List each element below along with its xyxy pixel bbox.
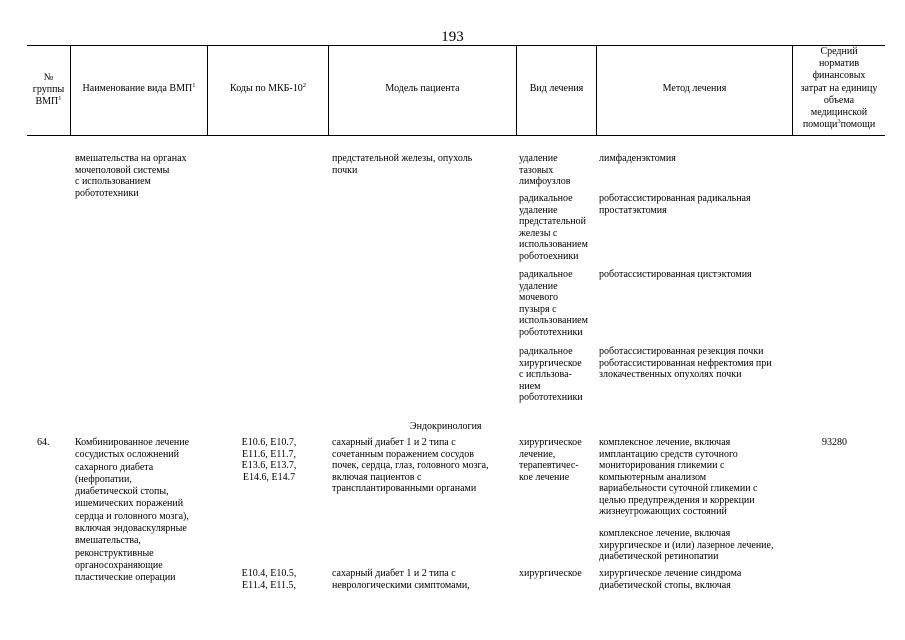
treatment-type-cell: радикальное удаление предстательной железы с использованием роботоехники xyxy=(519,193,588,262)
header-patient-model: Модель пациента xyxy=(385,83,460,94)
treatment-method: хирургическое лечение синдрома диабетической стопы, включая xyxy=(599,568,742,591)
icd-codes: E10.6, E10.7, E11.6, E11.7, E13.6, E13.7, E14.6, E14.7 xyxy=(241,437,297,483)
header-vmp-name: Наименование вида ВМП$^1$ xyxy=(82,82,196,94)
header-treatment-type: Вид лечения xyxy=(529,83,584,94)
treatment-type: хирургическое xyxy=(519,568,582,579)
header-average-cost: Средний норматив финансовых затрат на единицу объема медицинской помощи$^3$помощи xyxy=(800,46,878,131)
treatment-type: хирургическое лечение, терапевтичес- кое лечение xyxy=(519,437,582,483)
treatment-method-cell: лимфаденэктомия xyxy=(599,153,676,164)
treatment-method: комплексное лечение, включая хирургическое и (или) лазерное лечение, диабетической ретинопатии xyxy=(599,528,774,562)
treatment-method: комплексное лечение, включая имплантацию средств суточного мониторирования гликемии с компьютерным анализом вариабельности суточной гликемии с целью предупреждения и коррекции жизнеугрожающих состояний xyxy=(599,437,758,517)
continuation-vmp-name: вмешательства на органах мочеполовой системы с использованием робототехники xyxy=(75,153,187,199)
patient-model: сахарный диабет 1 и 2 типа с сочетанным поражением сосудов почек, сердца, глаз, головного мозга, включая пациентов с трансплантированными органами xyxy=(332,437,489,494)
header-group-number: № группы ВМП$^1$ xyxy=(32,72,65,107)
treatment-method-cell: роботассистированная резекция почки роботассистированная нефректомия при злокачественных опухолях почки xyxy=(599,346,772,380)
icd-codes: E10.4, E10.5, E11.4, E11.5, xyxy=(241,568,297,591)
header-icd-codes: Коды по МКБ-$10^2$ xyxy=(230,82,306,94)
vmp-name: Комбинированное лечение сосудистых осложнений сахарного диабета (нефропатии, диабетической стопы, ишемических поражений сердца и головного мозга), включая эндоваскулярные вмешательства, реконструктивные органосохраняющие пластические операции xyxy=(75,437,190,584)
treatment-method-cell: роботассистированная цистэктомия xyxy=(599,269,752,280)
section-title: Эндокринология xyxy=(410,421,482,432)
average-cost: 93280 xyxy=(822,437,847,448)
treatment-type-cell: радикальное удаление мочевого пузыря с использованием робототехники xyxy=(519,269,588,338)
page-number: 193 xyxy=(441,29,464,45)
treatment-type-cell: удаление тазовых лимфоузлов xyxy=(519,153,571,187)
header-bottom-rule xyxy=(27,135,885,136)
treatment-type-cell: радикальное хирургическое с испльзова- нием робототехники xyxy=(519,346,583,403)
header-treatment-method: Метод лечения xyxy=(662,83,727,94)
patient-model: сахарный диабет 1 и 2 типа с неврологическими симптомами, xyxy=(332,568,470,591)
header-top-rule xyxy=(27,45,885,46)
treatment-method-cell: роботассистированная радикальная простатэктомия xyxy=(599,193,751,216)
continuation-patient-model: предстательной железы, опухоль почки xyxy=(332,153,473,176)
group-number: 64. xyxy=(37,437,50,448)
